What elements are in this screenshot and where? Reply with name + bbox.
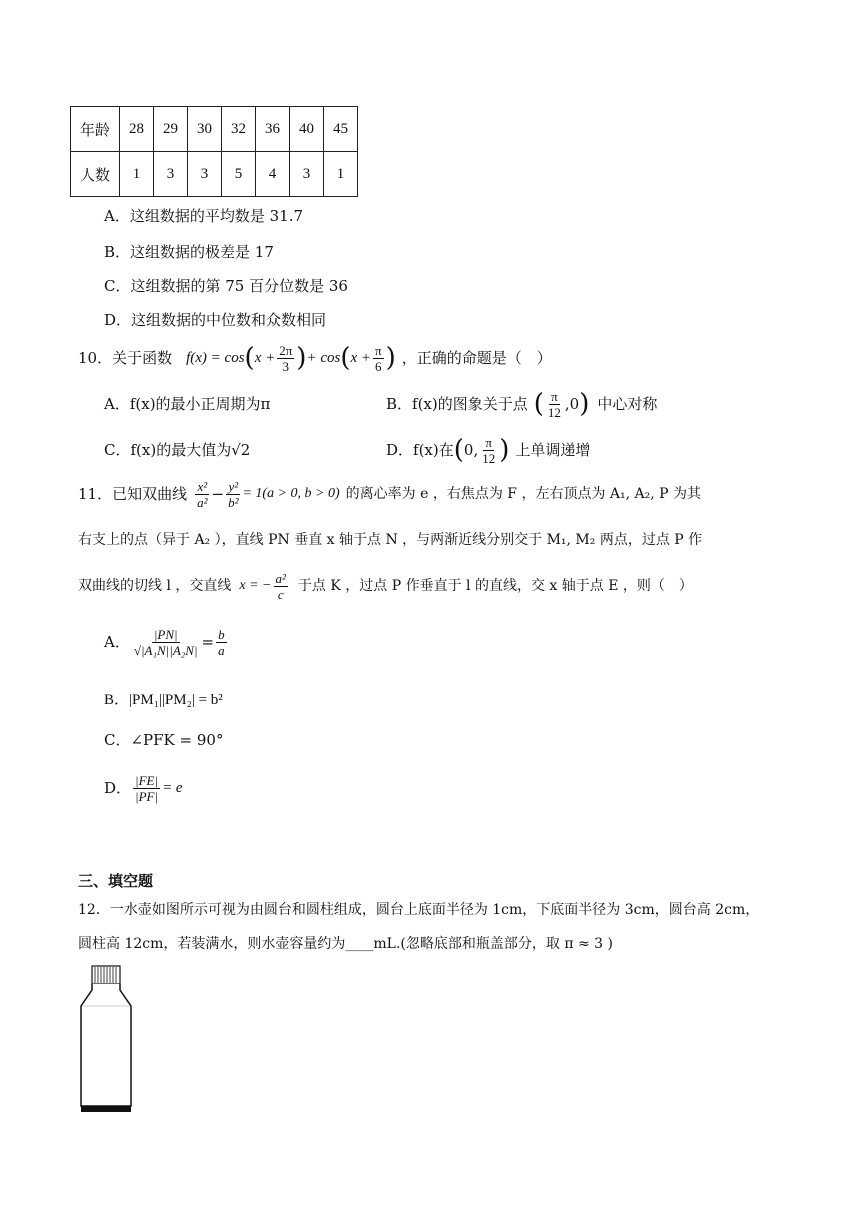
q10-func: f(x) = cos — [186, 350, 245, 366]
age-count-table — [70, 106, 358, 197]
table-cell: 1 — [120, 152, 154, 197]
q11-line-2: 右支上的点（异于 A₂ ），直线 PN 垂直 x 轴于点 N ，与两渐近线分别交于 M₁, M₂ 两点，过点 P 作 — [78, 532, 703, 548]
q11-option-b: B．|PM₁||PM₂| = b² — [104, 692, 223, 708]
q9-option-c: C．这组数据的第 75 百分位数是 36 — [104, 277, 348, 295]
table-cell: 45 — [324, 107, 358, 152]
q12-line-1: 12．一水壶如图所示可视为由圆台和圆柱组成，圆台上底面半径为 1cm，下底面半径为 3cm，圆台高 2cm， — [78, 902, 760, 918]
q10-option-b: B．f(x)的图象关于点 ( $\frac{\pi}{12}$ ,0 ) 中心对称 — [386, 388, 658, 420]
q11-y-fraction: $\frac{\text{y²}}{\text{b²}}$ — [228, 478, 239, 510]
table-cell: 30 — [188, 107, 222, 152]
table-cell: 29 — [154, 107, 188, 152]
table-row — [71, 107, 358, 152]
q9-option-d: D．这组数据的中位数和众数相同 — [104, 311, 327, 329]
kettle-figure — [78, 962, 134, 1116]
q11-line-1: 11．已知双曲线 $\frac{\text{x²}}{\text{a²}}$ − $\frac{\text{y²}}{\text{b²}}$ = 1(a > 0, b > 0) 的离心率为 e ，右焦点为 F ，左右顶点为 A₁, A₂, P 为其 — [78, 478, 702, 510]
q11-line-3: 双曲线的切线 l ，交直线 x = − $\frac{\text{a²}}{c}$ 于点 K ，过点 P 作垂直于 l 的直线，交 x 轴于点 E ，则（ ） — [78, 570, 693, 602]
q9-option-a: A．这组数据的平均数是 31.7 — [104, 207, 304, 225]
table-cell: 3 — [290, 152, 324, 197]
table-cell: 28 — [120, 107, 154, 152]
q10-plus-cos: + cos — [306, 350, 341, 366]
q10-arg2: x + — [350, 350, 372, 366]
q10-option-a: A．f(x)的最小正周期为π — [104, 395, 271, 413]
q11-condition: = 1(a > 0, b > 0) — [242, 486, 340, 501]
table-cell: 人数 — [71, 152, 120, 197]
table-cell: 32 — [222, 107, 256, 152]
q9-option-b: B．这组数据的极差是 17 — [104, 243, 274, 261]
table-cell: 3 — [188, 152, 222, 197]
q10-option-d: D．f(x)在 ( 0, $\frac{\pi}{12}$ ) 上单调递增 — [386, 434, 591, 466]
kettle-bottom — [81, 1106, 131, 1112]
q11-option-d: D． $\frac{|FE|}{|PF|}$ = e — [104, 772, 183, 804]
q12-line-2: 圆柱高 12cm，若装满水，则水壶容量约为____mL.(忽略底部和瓶盖部分，取 π ≈ 3 ) — [78, 936, 613, 952]
q10-arg1: x + — [254, 350, 276, 366]
table-cell: 3 — [154, 152, 188, 197]
kettle-body — [81, 984, 131, 1106]
table-cell: 5 — [222, 152, 256, 197]
q11-x-fraction: $\frac{\text{x²}}{\text{a²}}$ — [197, 478, 208, 510]
table-cell: 36 — [256, 107, 290, 152]
q10-tail: ，正确的命题是（ ） — [401, 349, 552, 367]
section-title: 三、填空题 — [78, 872, 154, 890]
q10-stem: 10．关于函数 f(x) = cos ( x + $\frac{2\pi}{3}$ ) + cos ( x + $\frac{\pi}{6}$ ) ，正确的命题是（ ） — [78, 342, 552, 374]
q11-option-c: C．∠PFK = 90° — [104, 731, 224, 749]
table-row — [71, 152, 358, 197]
q10-fraction-1: $\frac{2\pi}{3}$ — [279, 342, 293, 374]
q10-number: 10．关于函数 — [78, 349, 173, 367]
table-cell: 年龄 — [71, 107, 120, 152]
table-cell: 4 — [256, 152, 290, 197]
q11-option-a: A． $\frac{|PN|}{\text{√|A₁N||A₂N|}}$ = $\frac{b}{a}$ — [104, 626, 225, 658]
table-cell: 1 — [324, 152, 358, 197]
q10-fraction-2: $\frac{\pi}{6}$ — [375, 342, 382, 374]
q10-option-c: C．f(x)的最大值为√2 — [104, 441, 251, 459]
table-cell: 40 — [290, 107, 324, 152]
